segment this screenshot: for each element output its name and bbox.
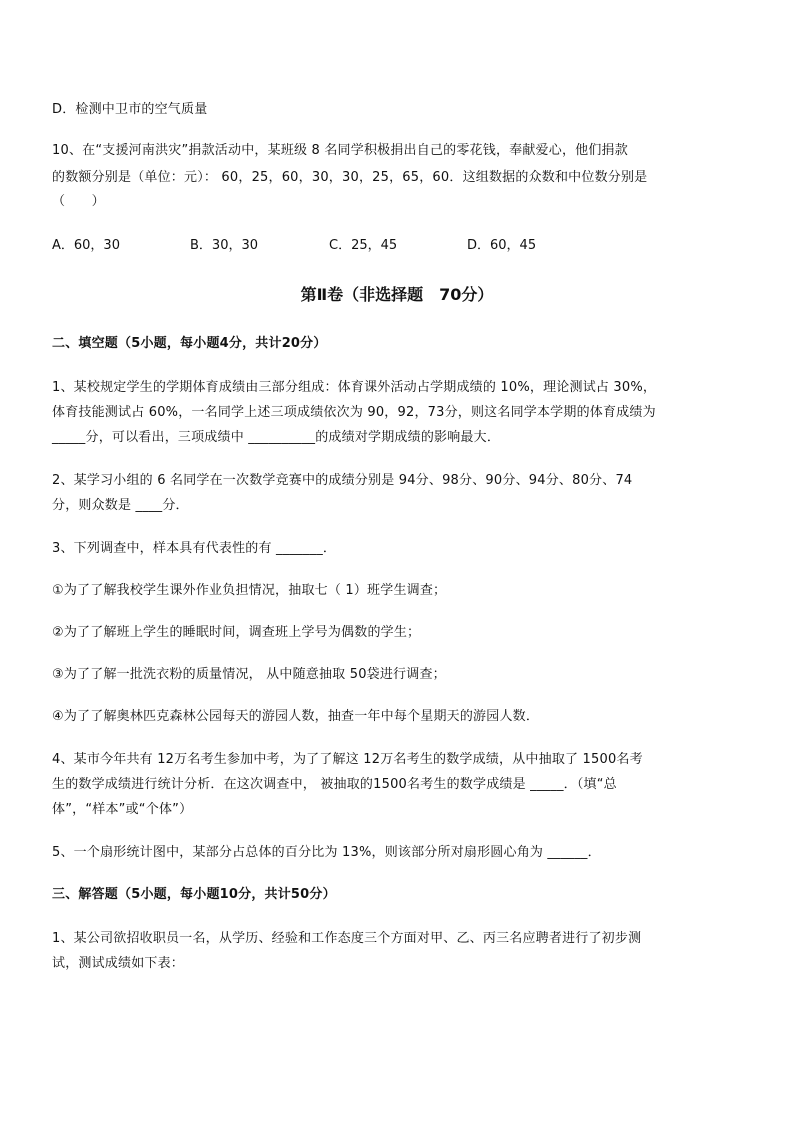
fill-q3-item-1: ①为了了解我校学生课外作业负担情况，抽取七（ 1）班学生调查；: [52, 583, 447, 598]
fill-q4-line-1: 4、某市今年共有 12万名考生参加中考，为了了解这 12万名考生的数学成绩，从中抽取了 1500名考: [52, 752, 643, 767]
answer-q1-line-1: 1、某公司欲招收职员一名，从学历、经验和工作态度三个方面对甲、乙、丙三名应聘者进行了初步测: [52, 931, 642, 946]
fill-q1-line-1: 1、某校规定学生的学期体育成绩由三部分组成：体育课外活动占学期成绩的 10%，理论测试占 30%，: [52, 380, 657, 395]
fill-q3-item-3: ③为了了解一批洗衣粉的质量情况， 从中随意抽取 50袋进行调查；: [52, 667, 446, 682]
q10-option-c: C．25，45: [329, 238, 398, 253]
q10-option-a: A．60，30: [52, 238, 120, 253]
answer-q1-line-2: 试，测试成绩如下表：: [52, 956, 185, 971]
section-2-heading: 二、填空题（5小题，每小题4分，共计20分）: [52, 336, 327, 351]
fill-q3-item-4: ④为了了解奥林匹克森林公园每天的游园人数，抽查一年中每个星期天的游园人数．: [52, 709, 540, 724]
q10-option-b: B．30，30: [190, 238, 259, 253]
q10-option-d: D．60，45: [467, 238, 537, 253]
q10-text-line-2: 的数额分别是（单位：元）： 60，25，60，30，30，25，65，60．这组数据的众数和中位数分别是: [52, 170, 648, 185]
fill-q3-line-1: 3、下列调查中，样本具有代表性的有 _______．: [52, 541, 337, 556]
fill-q2-line-1: 2、某学习小组的 6 名同学在一次数学竞赛中的成绩分别是 94分、98分、90分、94分、80分、74: [52, 473, 633, 488]
part-2-title: 第Ⅱ卷（非选择题 70分）: [300, 285, 494, 304]
fill-q5-line-1: 5、一个扇形统计图中，某部分占总体的百分比为 13%，则该部分所对扇形圆心角为 ______．: [52, 845, 601, 860]
fill-q1-line-3: _____分，可以看出，三项成绩中 __________的成绩对学期成绩的影响最大．: [52, 430, 501, 445]
fill-q1-line-2: 体育技能测试占 60%，一名同学上述三项成绩依次为 90，92，73分，则这名同学本学期的体育成绩为: [52, 405, 656, 420]
fill-q2-line-2: 分，则众数是 ____分．: [52, 498, 189, 513]
fill-q4-line-2: 生的数学成绩进行统计分析．在这次调查中， 被抽取的1500名考生的数学成绩是 _____．（填“总: [52, 777, 617, 792]
section-3-heading: 三、解答题（5小题，每小题10分，共计50分）: [52, 887, 336, 902]
q9-option-d: D．检测中卫市的空气质量: [52, 102, 208, 117]
fill-q3-item-2: ②为了了解班上学生的睡眠时间，调查班上学号为偶数的学生；: [52, 625, 421, 640]
q10-text-line-3: （ ）: [52, 194, 105, 209]
q10-text-line-1: 10、在“支援河南洪灾”捐款活动中，某班级 8 名同学积极捐出自己的零花钱，奉献爱心，他们捐款: [52, 143, 628, 158]
fill-q4-line-3: 体”，“样本”或“个体”）: [52, 802, 193, 817]
